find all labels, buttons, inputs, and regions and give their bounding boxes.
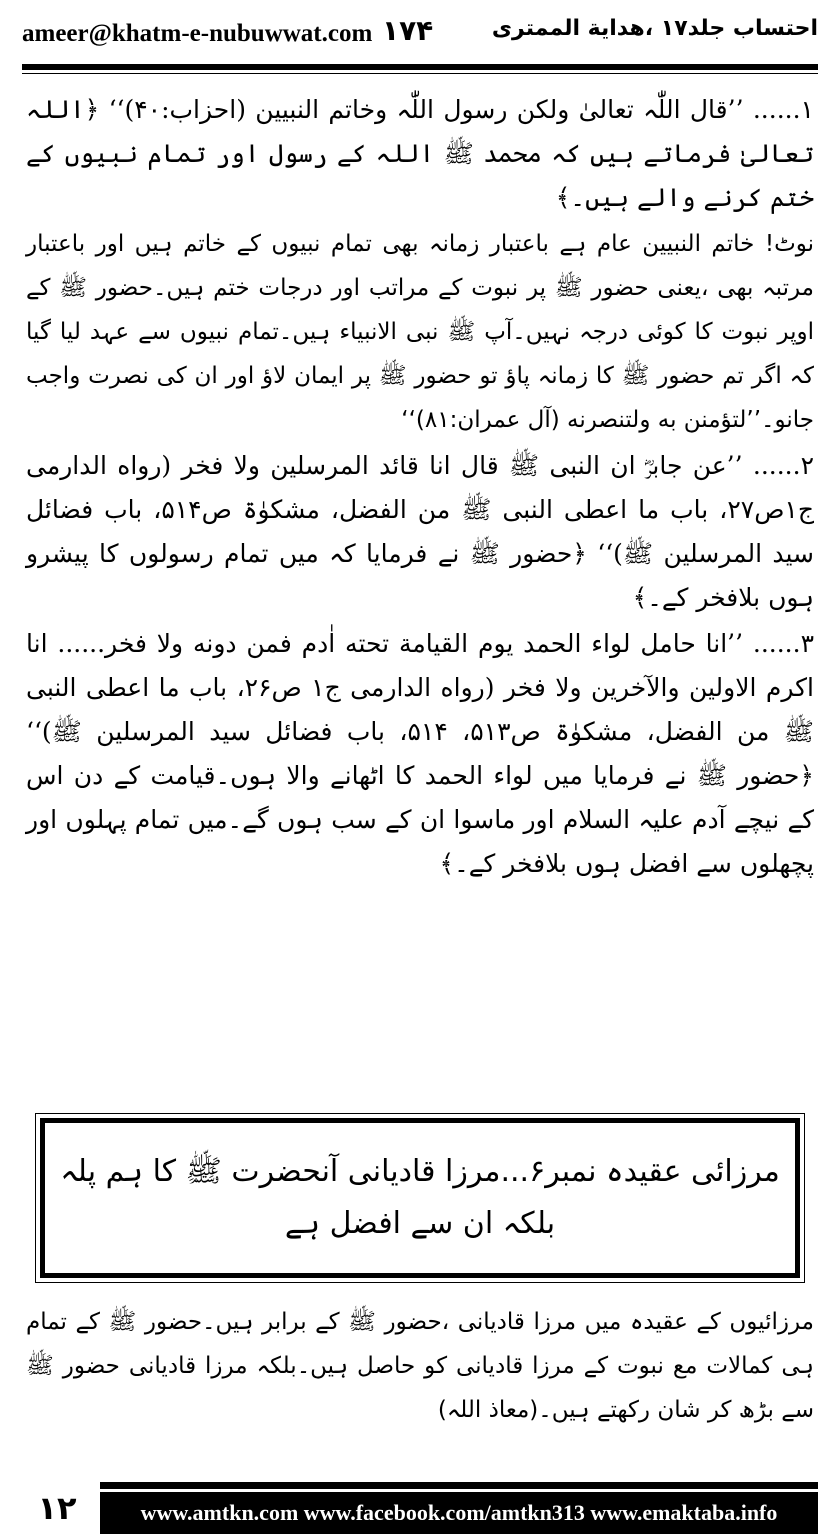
footer-page-number: ۱۲ [37,1489,77,1527]
header-rule-thin [22,73,818,74]
page-header [22,14,818,58]
header-book-title: احتساب جلد۱۷ ،هدایة الممتری [491,16,818,41]
header-email[interactable]: ameer@khatm-e-nubuwwat.com [22,20,373,47]
paragraph-hadith-liwa: ۳...... ’’انا حامل لواء الحمد یوم القیامة تحته اٰدم فمن دونه ولا فخر...... انا اکرم الاولین والآخرین ولا فخر (رواه الدارمی ج۱ ص۲۶، باب ما اعطی النبی ﷺ من الفضل، مشکوٰۃ ص۵۱۳، ۵۱۴، باب فضائل سید المرسلین ﷺ)‘‘ ﴿حضور ﷺ نے فرمایا میں لواء الحمد کا اٹھانے والا ہوں۔قیامت کے دن اس کے نیچے آدم علیہ السلام اور ماسوا ان کے سب ہوں گے۔میں تمام پہلوں اور پچھلوں سے افضل ہوں بلافخر کے۔﴾ [26,629,815,878]
header-page-number: ۱۷۴ [382,14,434,47]
paragraph-hadith-jabir: ۲...... ’’عن جابرؓ ان النبی ﷺ قال انا قائد المرسلین ولا فخر (رواه الدارمی ج۱ص۲۷، باب ما اعطی النبی ﷺ من الفضل، مشکوٰۃ ص۵۱۴، باب فضائل سید المرسلین ﷺ)‘‘ ﴿حضور ﷺ نے فرمایا کہ میں تمام رسولوں کا پیشرو ہوں بلافخر کے۔﴾ [26,451,814,612]
section-heading-box [40,1118,800,1278]
closing-text [26,1300,814,1432]
paragraph-note: نوٹ! خاتم النبیین عام ہے باعتبار زمانہ بھی تمام نبیوں کے خاتم ہیں اور باعتبار مرتبہ بھی ،یعنی حضور ﷺ پر نبوت کے مراتب اور درجات ختم ہیں۔حضور ﷺ کے اوپر نبوت کا کوئی درجہ نہیں۔آپ ﷺ نبی الانبیاء ہیں۔تمام نبیوں سے عہد لیا گیا کہ اگر تم حضور ﷺ کا زمانہ پاؤ تو حضور ﷺ پر ایمان لاؤ اور ان کی نصرت واجب جانو۔’’لتؤمنن به ولتنصرنه (آل عمران:۸۱)‘‘ [26,231,814,433]
paragraph-quran-verse: ۱...... ’’قال اللّٰہ تعالیٰ ولکن رسول اللّٰہ وخاتم النبیین (احزاب:۴۰)‘‘ ﴿اللہ تعالیٰ فرماتے ہیں کہ محمد ﷺ اللہ کے رسول اور تمام نبیوں کے ختم کرنے والے ہیں۔﴾ [26,95,814,212]
footer-rule [100,1482,818,1489]
section-heading-line-2: بلکہ ان سے افضل ہے [284,1206,556,1241]
page-footer [22,1482,818,1534]
main-text [26,88,814,888]
paragraph-closing: مرزائیوں کے عقیدہ میں مرزا قادیانی ،حضور ﷺ کے برابر ہیں۔حضور ﷺ کے تمام ہی کمالات مع نبوت کے مرزا قادیانی کو حاصل ہیں۔بلکہ مرزا قادیانی حضور ﷺ سے بڑھ کر شان رکھتے ہیں۔(معاذ اللہ) [26,1309,814,1423]
section-heading-line-1: مرزائی عقیدہ نمبر۶...مرزا قادیانی آنحضرت ﷺ کا ہم پلہ [60,1154,780,1189]
header-rule-thick [22,64,818,70]
footer-urls[interactable]: www.amtkn.com www.facebook.com/amtkn313 www.emaktaba.info [100,1492,818,1534]
